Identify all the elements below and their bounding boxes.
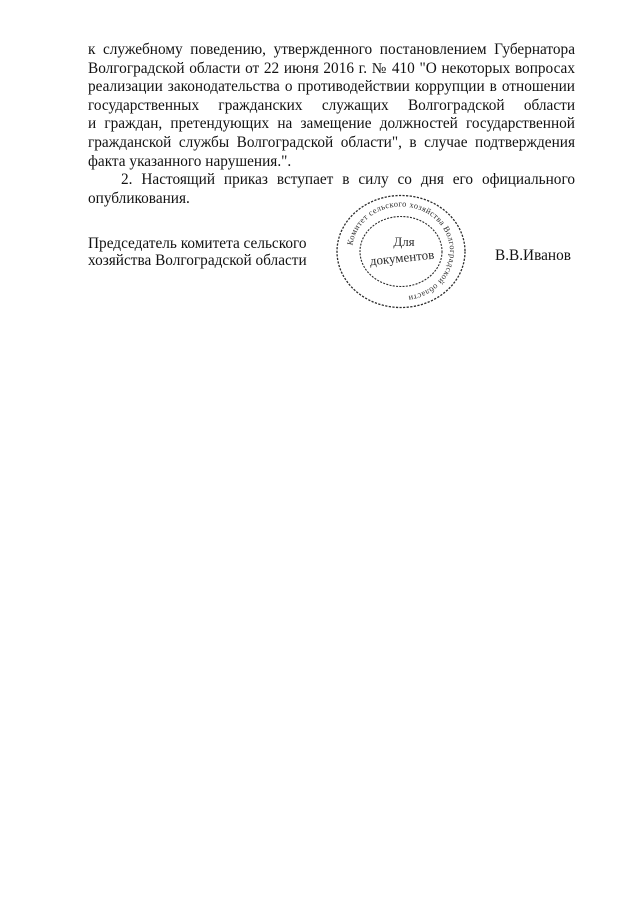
official-stamp xyxy=(334,193,468,310)
document-body xyxy=(88,41,575,208)
body-line-1: к служебному поведению, утвержденного постановлением Губернатора xyxy=(88,41,575,58)
body-line-5: и граждан, претендующих на замещение должностей государственной xyxy=(88,115,575,133)
body-line-9: опубликования. xyxy=(88,189,190,207)
body-line-6: гражданской службы Волгоградской области", в случае подтверждения xyxy=(88,133,575,151)
signatory-name: В.В.Иванов xyxy=(495,247,571,264)
body-line-4: государственных гражданских служащих Волгоградской области xyxy=(88,96,575,114)
stamp-ring-text: Комитет сельского хозяйства Волгоградской области xyxy=(345,199,458,303)
body-line-2: Волгоградской области от 22 июня 2016 г. № 410 "О некоторых вопросах xyxy=(88,59,575,77)
signatory-title-line-1: Председатель комитета сельского xyxy=(88,235,307,252)
signatory-title-line-2: хозяйства Волгоградской области xyxy=(88,252,307,269)
stamp-center-line-2: документов xyxy=(368,246,435,269)
stamp-center-line-1: Для xyxy=(393,234,415,249)
body-line-3: реализации законодательства о противодействии коррупции в отношении xyxy=(88,78,575,96)
body-line-7: факта указанного нарушения.". xyxy=(88,152,292,170)
body-line-8: 2. Настоящий приказ вступает в силу со дня его официального xyxy=(121,171,575,189)
signatory-title xyxy=(88,235,307,269)
